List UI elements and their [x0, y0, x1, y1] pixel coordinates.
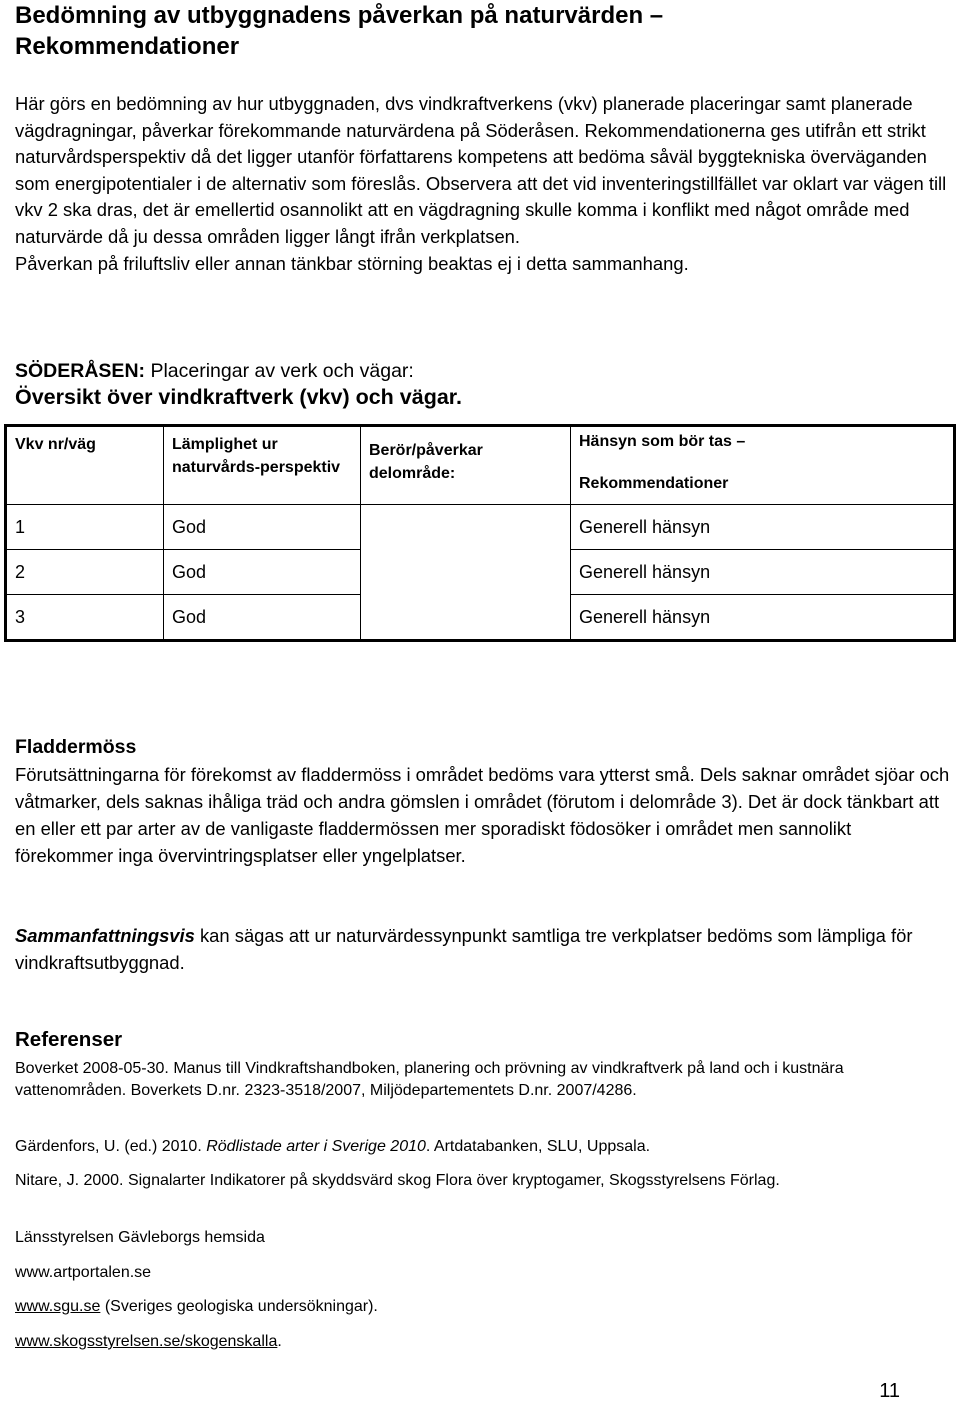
cell-area — [361, 550, 571, 595]
table-row — [6, 550, 955, 595]
intro-paragraph: Här görs en bedömning av hur utbyggnaden, dvs vindkraftverkens (vkv) planerade placeringar samt planerade vägdragningar, påverkar förekommande naturvärdena på Söderåsen. Rekommendationerna ges utifrån ett strikt naturvårdsperspektiv då det ligger utanför författarens kompetens att bedöma såväl byggtekniska överväganden som energipotentialer i de alternativ som föreslås. Observera att det vid inventeringstillfället var oklart var vägen till vkv 2 ska dras, det är emellertid osannolikt att en vägdragning skulle komma i konflikt med något område med naturvärde då ju dessa områden ligger långt ifrån verkplatsen. — [15, 93, 947, 247]
bats-section — [15, 734, 950, 869]
cell-suitability: God — [164, 505, 361, 550]
table-row — [6, 595, 955, 641]
page-title — [15, 0, 945, 62]
sgu-link[interactable]: www.sgu.se — [15, 1298, 101, 1315]
section-label: SÖDERÅSEN: — [15, 360, 146, 382]
cell-suitability: God — [164, 550, 361, 595]
header-consideration-line2: Rekommendationer — [579, 475, 729, 492]
cell-area — [361, 595, 571, 641]
gardenfors-title: Rödlistade arter i Sverige 2010 — [206, 1138, 426, 1155]
cell-nr: 3 — [15, 606, 26, 627]
header-consideration — [571, 426, 955, 505]
skogsstyrelsen-link[interactable]: www.skogsstyrelsen.se/skogenskalla — [15, 1333, 278, 1350]
header-vkv-nr: Vkv nr/väg — [6, 426, 164, 505]
summary-paragraph — [15, 922, 950, 976]
cell-suitability: God — [164, 595, 361, 641]
header-consideration-line1: Hänsyn som bör tas – — [579, 433, 746, 450]
cell-area — [361, 505, 571, 550]
bats-text: Förutsättningarna för förekomst av fladdermöss i området bedöms vara ytterst små. Dels saknar området sjöar och våtmarker, dels saknas ihåliga träd och andra gömslen i området (förutom i delområde 3). Det är dock tänkbart att en eller ett par arter av de vanligaste fladdermössen mer sporadiskt födosöker i området men sannolikt förekommer inga övervintringsplatser eller yngelplatser. — [15, 764, 950, 866]
overview-table — [4, 424, 956, 642]
summary-text: kan sägas att ur naturvärdessynpunkt samtliga tre verkplatser bedöms som lämpliga för vindkraftsutbyggnad. — [15, 925, 913, 973]
title-line-1: Bedömning av utbyggnadens påverkan på naturvärden – — [15, 2, 664, 29]
header-suitability: Lämplighet ur naturvårds-perspektiv — [164, 426, 361, 505]
cell-consideration: Generell hänsyn — [571, 550, 955, 595]
page-number: 11 — [879, 1380, 900, 1402]
summary-section — [15, 922, 950, 976]
reference-gardenfors — [15, 1136, 915, 1158]
reference-sgu — [15, 1296, 915, 1318]
reference-nitare: Nitare, J. 2000. Signalarter Indikatorer på skyddsvärd skog Flora över kryptogamer, Skogsstyrelsens Förlag. — [15, 1172, 780, 1189]
section-heading — [15, 359, 462, 411]
table-header-row — [6, 426, 955, 505]
bats-heading: Fladdermöss — [15, 736, 137, 758]
gardenfors-authors: Gärdenfors, U. (ed.) 2010. — [15, 1138, 207, 1155]
reference-skogsstyrelsen — [15, 1331, 915, 1353]
cell-nr: 2 — [6, 550, 164, 595]
title-line-2: Rekommendationer — [15, 33, 240, 60]
references-heading: Referenser — [15, 1028, 123, 1051]
section-subtitle: Placeringar av verk och vägar: — [145, 360, 414, 382]
gardenfors-publisher: . Artdatabanken, SLU, Uppsala. — [425, 1138, 651, 1155]
intro-section — [15, 91, 950, 277]
reference-boverket: Boverket 2008-05-30. Manus till Vindkraftshandboken, planering och prövning av vindkraftverk på land och i kustnära vattenområden. Boverkets D.nr. 2323-3518/2007, Miljödepartementets D.nr. 2007/4286. — [15, 1060, 844, 1099]
summary-lead: Sammanfattningsvis — [15, 925, 195, 946]
reference-artportalen: www.artportalen.se — [15, 1264, 152, 1281]
table-row — [6, 505, 955, 550]
overview-heading: Översikt över vindkraftverk (vkv) och vägar. — [15, 385, 462, 409]
cell-nr: 1 — [6, 505, 164, 550]
cell-consideration: Generell hänsyn — [571, 595, 955, 641]
skogsstyrelsen-end: . — [277, 1333, 282, 1350]
cell-consideration: Generell hänsyn — [571, 505, 955, 550]
reference-lansstyrelsen: Länsstyrelsen Gävleborgs hemsida — [15, 1229, 265, 1246]
sgu-description: (Sveriges geologiska undersökningar). — [100, 1298, 378, 1315]
intro-note: Påverkan på friluftsliv eller annan tänkbar störning beaktas ej i detta sammanhang. — [15, 252, 689, 274]
header-affected-area: Berör/påverkar delområde: — [361, 426, 571, 505]
